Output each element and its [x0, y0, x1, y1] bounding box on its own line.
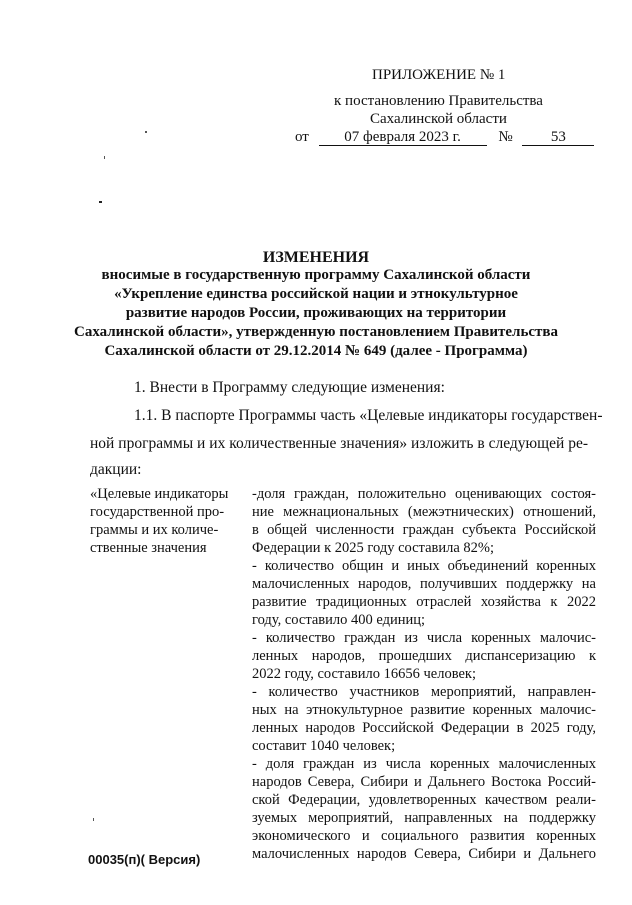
resolution-reference: к постановлению Правительства	[334, 93, 543, 109]
paragraph-1-1-line: ной программы и их количественные значения» изложить в следующей ре-	[90, 435, 588, 452]
indicator-line: ленных народов, прошедших диспансеризацию к	[252, 648, 596, 664]
scan-speck	[104, 156, 105, 159]
indicators-values	[252, 485, 596, 863]
indicator-line: ской Федерации, удовлетворенных качеством реали-	[252, 792, 596, 808]
indicator-line: ных на этнокультурное развитие коренных малочис-	[252, 702, 596, 718]
indicator-line: в общей численности граждан субъекта Российской	[252, 522, 596, 538]
paragraph-1-1-line: дакции:	[90, 461, 142, 478]
indicator-line: народов Севера, Сибири и Дальнего Востока Россий-	[252, 774, 596, 790]
indicator-line: -доля граждан, положительно оценивающих состоя-	[252, 486, 596, 502]
appendix-title: ПРИЛОЖЕНИЕ № 1	[372, 67, 506, 83]
indicator-line: ние межнациональных (межэтнических) отношений,	[252, 504, 596, 520]
indicators-label-line: «Целевые индикаторы	[90, 486, 229, 502]
indicator-line: - количество общин и иных объединений коренных	[252, 558, 596, 574]
indicator-line: малочисленных народов, получивших поддержку на	[252, 576, 596, 592]
indicator-line: ленных народов Российской Федерации в 2025 году,	[252, 720, 596, 736]
scan-speck	[99, 201, 102, 203]
decree-number: 53	[522, 129, 594, 146]
indicator-line: экономического и социального развития коренных	[252, 828, 596, 844]
indicators-label-line: ственные значения	[90, 540, 207, 556]
title-line: Сахалинской области от 29.12.2014 № 649 (далее - Программа)	[104, 343, 528, 359]
region-name: Сахалинской области	[370, 111, 507, 127]
indicator-line: - количество участников мероприятий, направлен-	[252, 684, 596, 700]
scan-speck	[93, 818, 94, 821]
indicators-label	[90, 485, 240, 557]
indicators-label-line: государственной про-	[90, 504, 225, 520]
title-line: развитие народов России, проживающих на территории	[125, 305, 507, 321]
date-number-line	[295, 128, 594, 147]
indicator-line: 2022 году, составило 16656 человек;	[252, 666, 476, 682]
indicator-line: - доля граждан из числа коренных малочисленных	[252, 756, 596, 772]
title-line: Сахалинской области», утвержденную постановлением Правительства	[73, 324, 559, 340]
decree-date: 07 февраля 2023 г.	[319, 129, 487, 146]
number-label: №	[498, 129, 513, 145]
indicator-line: составит 1040 человек;	[252, 738, 396, 754]
title-line: вносимые в государственную программу Сахалинской области	[101, 267, 531, 283]
document-heading: ИЗМЕНЕНИЯ	[262, 249, 370, 266]
indicator-line: зуемых мероприятий, направленных на поддержку	[252, 810, 596, 826]
indicator-line: малочисленных народов Севера, Сибири и Дальнего	[252, 846, 596, 862]
from-label: от	[295, 129, 309, 145]
scan-speck	[145, 131, 147, 133]
indicator-line: Федерации к 2025 году составила 82%;	[252, 540, 495, 556]
paragraph-1: 1. Внести в Программу следующие изменения:	[134, 379, 445, 396]
indicator-line: году, составило 400 единиц;	[252, 612, 426, 628]
title-line: «Укрепление единства российской нации и этнокультурное	[114, 286, 518, 302]
indicators-label-line: граммы и их количе-	[90, 522, 219, 538]
document-code: 00035(п)( Версия)	[88, 852, 201, 867]
paragraph-1-1-line: 1.1. В паспорте Программы часть «Целевые индикаторы государствен-	[134, 407, 603, 424]
indicator-line: - количество граждан из числа коренных малочис-	[252, 630, 596, 646]
indicator-line: развитие традиционных отраслей хозяйства к 2022	[252, 594, 596, 610]
